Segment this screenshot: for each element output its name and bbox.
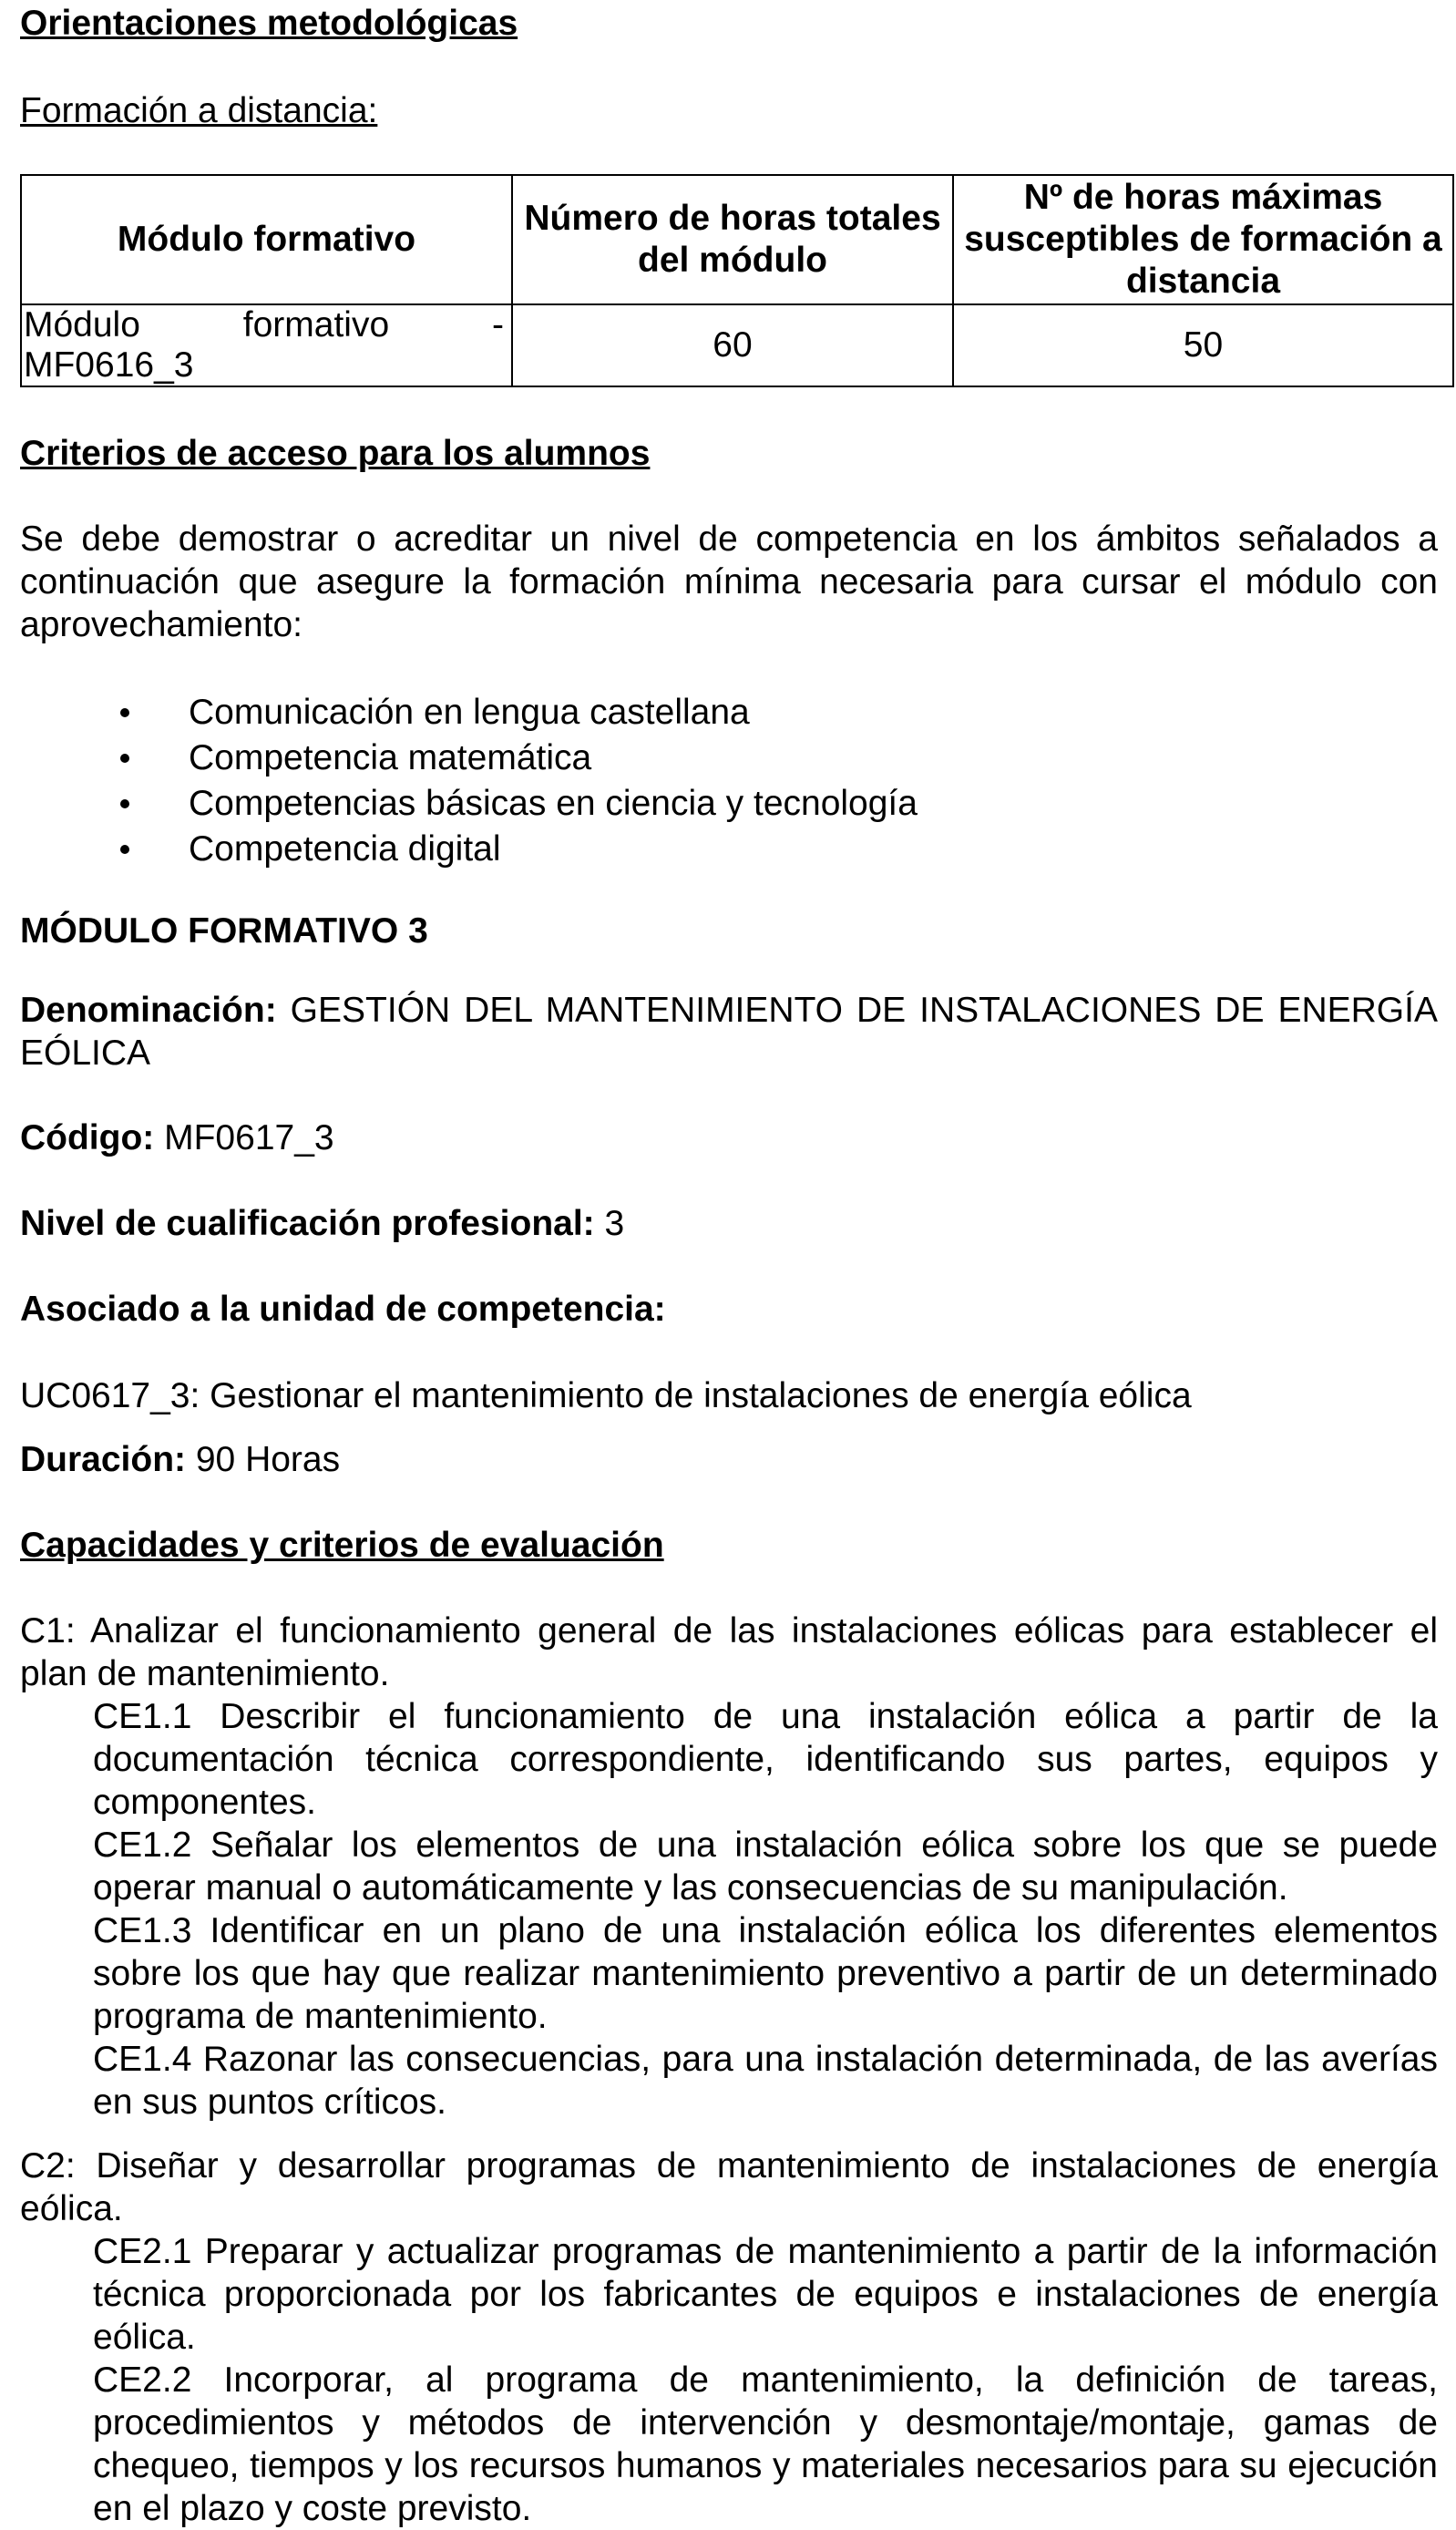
- bullet-icon: [120, 754, 129, 763]
- acceso-paragraph: Se debe demostrar o acreditar un nivel de competencia en los ámbitos señalados a continuación que asegure la formación mínima necesaria para cursar el módulo con aprovechamiento:: [20, 519, 1438, 644]
- c2-text: C2: Diseñar y desarrollar programas de mantenimiento de instalaciones de energía eólica.: [20, 2146, 1438, 2228]
- hours-table: [20, 174, 1454, 387]
- ce1-4: CE1.4 Razonar las consecuencias, para una instalación determinada, de las averías en sus puntos críticos.: [93, 2040, 1438, 2122]
- cell-total-hours: 60: [512, 304, 953, 386]
- ce2-1: CE2.1 Preparar y actualizar programas de mantenimiento a partir de la información técnica proporcionada por los fabricantes de equipos e instalaciones de energía eólica.: [93, 2232, 1438, 2357]
- module-name-line: [24, 305, 504, 345]
- competencias-list: [20, 690, 1296, 872]
- module-code: MF0616_3: [24, 345, 194, 385]
- list-item: [20, 827, 1296, 872]
- list-item: [20, 781, 1296, 827]
- list-item: [20, 690, 1296, 735]
- nivel: [20, 1202, 1438, 1245]
- codigo-label: Código:: [20, 1118, 155, 1157]
- table-header-row: [21, 175, 1453, 304]
- nivel-label: Nivel de cualificación profesional:: [20, 1204, 595, 1243]
- header-modulo: Módulo formativo: [21, 175, 512, 304]
- acceso-heading: Criterios de acceso para los alumnos: [20, 434, 651, 473]
- duracion: [20, 1438, 1438, 1481]
- denominacion-label: Denominación:: [20, 991, 277, 1030]
- ce1-3: CE1.3 Identificar en un plano de una instalación eólica los diferentes elementos sobre los que hay que realizar mantenimiento preventivo a partir de un determinado programa de mantenimiento.: [93, 1911, 1438, 2036]
- list-item-text: Competencia digital: [189, 829, 501, 869]
- header-horas-totales: Número de horas totales del módulo: [512, 175, 953, 304]
- list-item-text: Comunicación en lengua castellana: [189, 693, 750, 732]
- uc-text: UC0617_3: Gestionar el mantenimiento de instalaciones de energía eólica: [20, 1376, 1192, 1415]
- module-word-2: formativo: [242, 305, 390, 345]
- duracion-value: 90 Horas: [195, 1440, 341, 1479]
- list-item-text: Competencia matemática: [189, 738, 592, 777]
- cell-module: [21, 304, 512, 386]
- table-row: [21, 304, 1453, 386]
- ce1-2: CE1.2 Señalar los elementos de una instalación eólica sobre los que se puede operar manual o automáticamente y las consecuencias de su manipulación.: [93, 1826, 1438, 1908]
- bullet-icon: [120, 845, 129, 854]
- asociado-heading: Asociado a la unidad de competencia:: [20, 1290, 666, 1329]
- bullet-icon: [120, 708, 129, 717]
- header-horas-distancia: Nº de horas máximas susceptibles de formación a distancia: [953, 175, 1453, 304]
- c1-text: C1: Analizar el funcionamiento general de las instalaciones eólicas para establecer el plan de mantenimiento.: [20, 1611, 1438, 1693]
- bullet-icon: [120, 799, 129, 808]
- metodologia-subheading: Formación a distancia:: [20, 91, 378, 130]
- duracion-label: Duración:: [20, 1440, 187, 1479]
- list-item: [20, 735, 1296, 781]
- codigo: [20, 1116, 1438, 1159]
- denominacion: [20, 989, 1438, 1075]
- nivel-value: 3: [604, 1204, 625, 1243]
- metodologia-heading: Orientaciones metodológicas: [20, 4, 518, 43]
- list-item-text: Competencias básicas en ciencia y tecnología: [189, 784, 918, 823]
- ce2-2: CE2.2 Incorporar, al programa de mantenimiento, la definición de tareas, procedimientos y métodos de intervención y desmontaje/montaje, gamas de chequeo, tiempos y los recursos humanos y materiales necesarios para su ejecución en el plazo y coste previsto.: [93, 2360, 1438, 2528]
- module-dash: -: [492, 305, 504, 345]
- ce1-1: CE1.1 Describir el funcionamiento de una instalación eólica a partir de la documentación técnica correspondiente, identificando sus partes, equipos y componentes.: [93, 1697, 1438, 1822]
- modulo-title: MÓDULO FORMATIVO 3: [20, 911, 428, 951]
- cell-distance-hours: 50: [953, 304, 1453, 386]
- module-word-1: Módulo: [24, 305, 140, 345]
- capacidades-heading: Capacidades y criterios de evaluación: [20, 1526, 664, 1565]
- denominacion-value: GESTIÓN DEL MANTENIMIENTO DE INSTALACIONES DE ENERGÍA EÓLICA: [20, 991, 1438, 1073]
- codigo-value: MF0617_3: [164, 1118, 334, 1157]
